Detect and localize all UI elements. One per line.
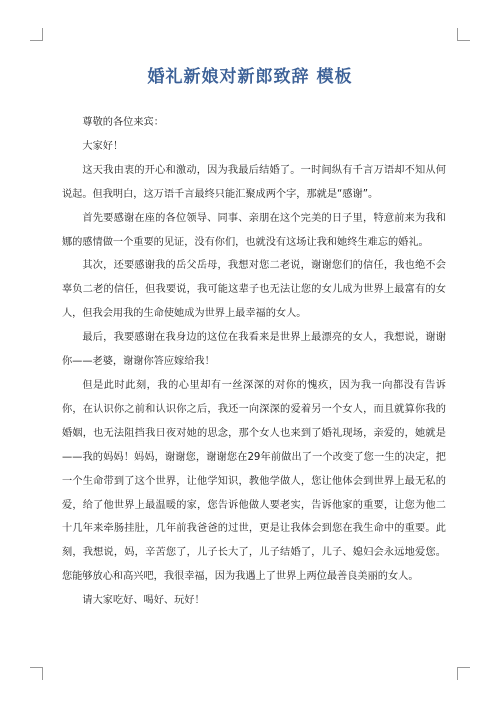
paragraph-opening: 这天我由衷的开心和激动，因为我最后结婚了。一时间纵有千言万语却不知从何说起。但我明白，这万语千言最终只能汇聚成两个字，那就是“感谢”。 [62, 164, 446, 200]
document-body [62, 111, 446, 613]
paragraph-thanks-wife: 最后，我要感谢在我身边的这位在我看来是世界上最漂亮的女人，我想说，谢谢你——老婆，谢谢你答应嫁给我！ [62, 332, 446, 368]
paragraph-thanks-guests: 首先要感谢在座的各位领导、同事、亲朋在这个完美的日子里，特意前来为我和娜的感情做一个重要的见证，没有你们，也就没有这场让我和她终生难忘的婚礼。 [62, 212, 446, 248]
paragraph-thanks-mother: 但是此时此刻，我的心里却有一丝深深的对你的愧疚，因为我一向都没有告诉你，在认识你之前和认识你之后，我还一向深深的爱着另一个女人，而且就算你我的婚姻，也无法阻挡我日夜对她的思念，那个女人也来到了婚礼现场，亲爱的，她就是——我的妈妈！妈妈，谢谢您，谢谢您在29年前做出了一个改变了您一生的决定，把一个生命带到了这个世界，让他学知识，教他学做人，您让他体会到世界上最无私的爱，给了他世界上最温暖的家，您告诉他做人要老实，告诉他家的重要，让您为他二十几年来牵肠挂肚，几年前我爸爸的过世，更是让我体会到您在我生命中的重要。此刻，我想说，妈，辛苦您了，儿子长大了，儿子结婚了，儿子、媳妇会永远地爱您。您能够放心和高兴吧，我很幸福，因为我遇上了世界上两位最善良美丽的女人。 [62, 379, 446, 583]
crop-mark-top-right [457, 28, 470, 41]
crop-mark-bottom-left [30, 667, 43, 680]
paragraph-closing: 请大家吃好、喝好、玩好！ [82, 595, 205, 607]
paragraph-thanks-parents-in-law: 其次，还要感谢我的岳父岳母，我想对您二老说，谢谢您们的信任，我也绝不会辜负二老的信任，但我要说，我可能这辈子也无法让您的女儿成为世界上最富有的女人，但我会用我的生命使她成为世界上最幸福的女人。 [62, 260, 446, 320]
salutation: 尊敬的各位来宾： [82, 117, 164, 128]
crop-mark-top-left [30, 28, 43, 41]
crop-mark-bottom-right [457, 667, 470, 680]
document-title: 婚礼新娘对新郎致辞 模板 [147, 67, 353, 87]
greeting: 大家好！ [82, 140, 124, 152]
